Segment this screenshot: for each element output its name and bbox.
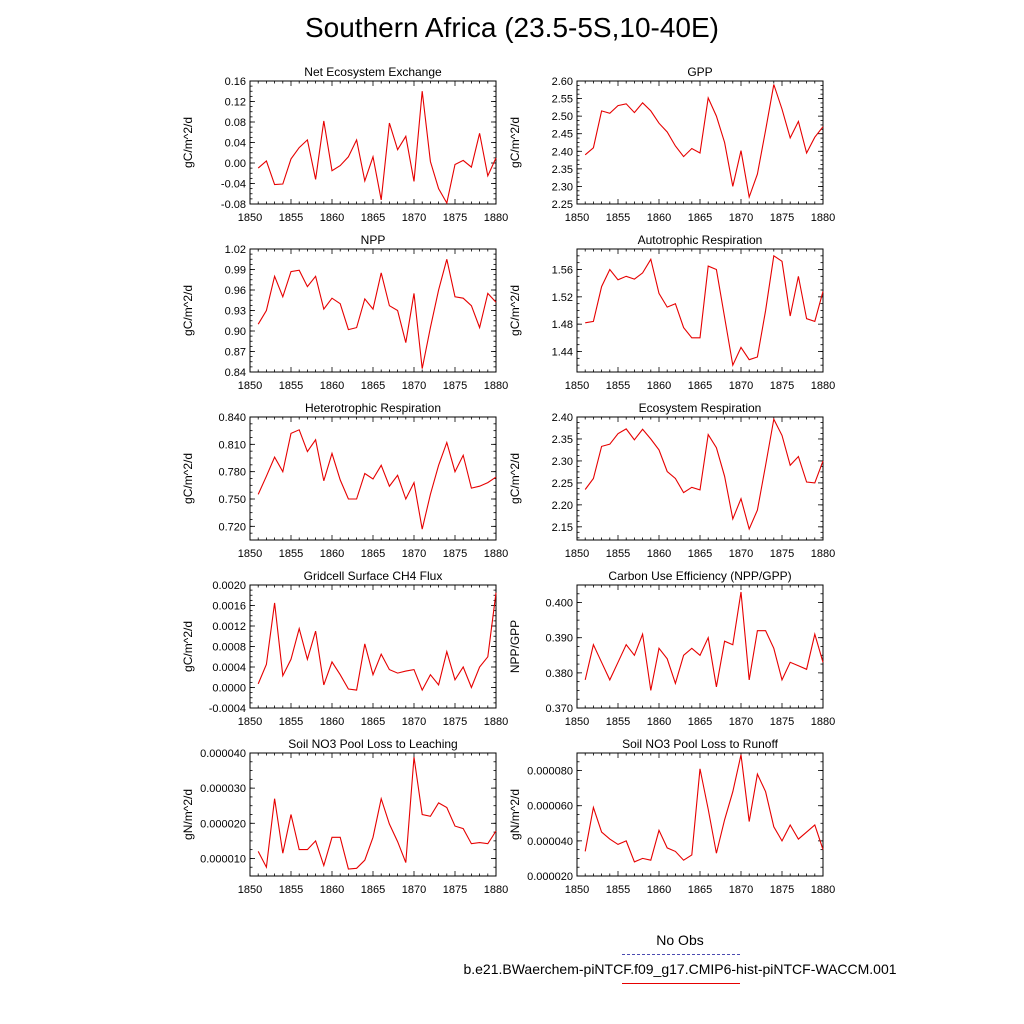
- y-tick-label: 2.35: [551, 163, 573, 176]
- x-tick-label: 1860: [646, 716, 672, 728]
- x-tick-label: 1865: [687, 716, 713, 728]
- y-tick-label: 0.90: [224, 326, 246, 338]
- x-tick-label: 1880: [483, 548, 509, 560]
- x-tick-label: 1865: [687, 884, 713, 896]
- x-tick-label: 1870: [401, 380, 427, 392]
- y-axis-label: gC/m^2/d: [508, 117, 522, 168]
- x-tick-label: 1870: [728, 548, 754, 560]
- legend-obs-label: No Obs: [656, 932, 704, 948]
- x-tick-label: 1850: [237, 716, 263, 728]
- y-axis-label: gC/m^2/d: [181, 117, 195, 168]
- y-tick-label: 2.60: [551, 76, 573, 88]
- y-axis-label: gC/m^2/d: [508, 285, 522, 336]
- y-tick-label: -0.08: [220, 199, 246, 211]
- x-tick-label: 1865: [360, 884, 386, 896]
- x-tick-label: 1850: [564, 380, 590, 392]
- x-tick-label: 1870: [401, 212, 427, 224]
- series-line: [585, 256, 823, 365]
- x-tick-label: 1880: [483, 380, 509, 392]
- chart-title: Soil NO3 Pool Loss to Runoff: [622, 737, 778, 751]
- plot-frame: [577, 585, 823, 708]
- x-tick-label: 1875: [769, 380, 795, 392]
- x-tick-label: 1860: [319, 884, 345, 896]
- x-tick-label: 1880: [483, 716, 509, 728]
- x-tick-label: 1860: [646, 884, 672, 896]
- chart-title: GPP: [687, 65, 713, 79]
- y-tick-label: 0.370: [545, 703, 573, 715]
- series-line: [585, 419, 823, 529]
- chart-title: Gridcell Surface CH4 Flux: [303, 569, 443, 583]
- y-axis-label: gC/m^2/d: [181, 453, 195, 504]
- y-tick-label: 2.25: [551, 477, 573, 490]
- plot-frame: [250, 753, 496, 876]
- chart-panel-1: [181, 65, 508, 224]
- y-tick-label: 0.000040: [527, 835, 573, 848]
- x-tick-label: 1850: [237, 884, 263, 896]
- y-tick-label: 1.02: [224, 244, 246, 256]
- series-line: [585, 755, 823, 862]
- y-tick-label: 0.12: [224, 96, 246, 109]
- x-tick-label: 1870: [401, 884, 427, 896]
- chart-panel-6: [508, 401, 835, 560]
- x-tick-label: 1865: [360, 380, 386, 392]
- chart-title: Ecosystem Respiration: [638, 401, 762, 415]
- legend-model-label: b.e21.BWaerchem-piNTCF.f09_g17.CMIP6-hist-piNTCF-WACCM.001: [463, 961, 897, 977]
- y-tick-label: 0.000040: [200, 748, 246, 760]
- x-tick-label: 1875: [769, 212, 795, 224]
- y-tick-label: 1.48: [551, 319, 573, 332]
- y-tick-label: 0.93: [224, 305, 246, 318]
- x-tick-label: 1870: [401, 548, 427, 560]
- y-axis-label: gC/m^2/d: [508, 453, 522, 504]
- chart-title: Carbon Use Efficiency (NPP/GPP): [608, 569, 792, 583]
- y-axis-label: NPP/GPP: [508, 619, 522, 674]
- x-tick-label: 1865: [687, 380, 713, 392]
- plot-frame: [250, 81, 496, 204]
- y-tick-label: 0.000010: [200, 853, 246, 866]
- y-tick-label: 0.96: [224, 285, 246, 297]
- x-tick-label: 1870: [728, 212, 754, 224]
- y-tick-label: 2.50: [551, 111, 573, 124]
- y-tick-label: 0.0000: [212, 682, 246, 695]
- plot-frame: [577, 249, 823, 372]
- x-tick-label: 1855: [278, 380, 304, 392]
- chart-panel-4: [508, 233, 835, 392]
- y-tick-label: -0.04: [220, 178, 246, 191]
- y-tick-label: 0.99: [224, 264, 246, 277]
- x-tick-label: 1850: [237, 212, 263, 224]
- series-line: [585, 85, 823, 198]
- y-tick-label: 0.16: [224, 76, 246, 88]
- x-tick-label: 1855: [605, 380, 631, 392]
- x-tick-label: 1860: [319, 212, 345, 224]
- plot-frame: [577, 417, 823, 540]
- y-tick-label: 2.35: [551, 433, 573, 446]
- y-tick-label: 2.45: [551, 128, 573, 141]
- x-tick-label: 1860: [319, 548, 345, 560]
- y-tick-label: 0.750: [218, 494, 246, 506]
- x-tick-label: 1880: [483, 212, 509, 224]
- chart-panel-9: [181, 737, 508, 896]
- plot-frame: [577, 81, 823, 204]
- y-tick-label: 0.840: [218, 412, 246, 424]
- y-tick-label: 2.40: [551, 412, 573, 424]
- x-tick-label: 1875: [769, 716, 795, 728]
- x-tick-label: 1855: [278, 212, 304, 224]
- x-tick-label: 1875: [442, 212, 468, 224]
- y-tick-label: 0.000020: [200, 818, 246, 831]
- x-tick-label: 1855: [278, 716, 304, 728]
- y-tick-label: 2.15: [551, 521, 573, 534]
- y-tick-label: 0.0012: [212, 621, 246, 633]
- x-tick-label: 1855: [278, 884, 304, 896]
- x-tick-label: 1875: [442, 380, 468, 392]
- y-tick-label: 0.08: [224, 117, 246, 129]
- legend-obs-line: [622, 954, 740, 955]
- y-tick-label: 2.20: [551, 499, 573, 512]
- y-tick-label: 0.00: [224, 158, 246, 170]
- series-line: [258, 91, 496, 203]
- y-axis-label: gC/m^2/d: [181, 621, 195, 672]
- y-tick-label: 0.0016: [212, 600, 246, 613]
- x-tick-label: 1870: [728, 716, 754, 728]
- y-tick-label: 2.55: [551, 93, 573, 106]
- x-tick-label: 1870: [728, 884, 754, 896]
- x-tick-label: 1855: [605, 212, 631, 224]
- x-tick-label: 1865: [360, 212, 386, 224]
- y-tick-label: 0.0008: [212, 641, 246, 654]
- x-tick-label: 1860: [646, 380, 672, 392]
- chart-title: Heterotrophic Respiration: [304, 401, 442, 415]
- x-tick-label: 1850: [564, 884, 590, 896]
- y-tick-label: 1.56: [551, 264, 573, 277]
- y-tick-label: 0.380: [545, 667, 573, 680]
- x-tick-label: 1880: [810, 884, 836, 896]
- chart-panel-5: [181, 401, 508, 560]
- y-tick-label: 0.000030: [200, 783, 246, 796]
- y-axis-label: gN/m^2/d: [508, 789, 522, 840]
- y-axis-label: gC/m^2/d: [181, 285, 195, 336]
- x-tick-label: 1875: [769, 884, 795, 896]
- y-tick-label: 0.87: [224, 346, 246, 359]
- y-tick-label: 0.0004: [212, 662, 246, 674]
- x-tick-label: 1875: [442, 548, 468, 560]
- series-line: [258, 757, 496, 869]
- x-tick-label: 1860: [319, 716, 345, 728]
- x-tick-label: 1875: [442, 884, 468, 896]
- x-tick-label: 1850: [237, 380, 263, 392]
- y-tick-label: 0.000060: [527, 800, 573, 813]
- x-tick-label: 1855: [605, 716, 631, 728]
- x-tick-label: 1865: [360, 716, 386, 728]
- y-tick-label: 1.44: [551, 346, 573, 359]
- y-tick-label: 2.40: [551, 146, 573, 159]
- plot-frame: [250, 249, 496, 372]
- y-tick-label: 0.0020: [212, 580, 246, 592]
- y-tick-label: -0.0004: [208, 703, 246, 715]
- x-tick-label: 1880: [483, 884, 509, 896]
- y-tick-label: 0.390: [545, 632, 573, 645]
- y-tick-label: 2.25: [551, 199, 573, 211]
- series-line: [258, 259, 496, 368]
- chart-title: Soil NO3 Pool Loss to Leaching: [288, 737, 458, 751]
- y-tick-label: 0.04: [224, 137, 246, 150]
- x-tick-label: 1880: [810, 716, 836, 728]
- x-tick-label: 1870: [401, 716, 427, 728]
- x-tick-label: 1870: [728, 380, 754, 392]
- y-tick-label: 0.84: [224, 367, 246, 379]
- x-tick-label: 1855: [278, 548, 304, 560]
- legend-model-line: [622, 983, 740, 984]
- chart-panel-3: [181, 233, 508, 392]
- chart-panel-8: [508, 569, 835, 728]
- chart-panel-10: [508, 737, 835, 896]
- x-tick-label: 1860: [319, 380, 345, 392]
- series-line: [258, 593, 496, 690]
- x-tick-label: 1880: [810, 380, 836, 392]
- x-tick-label: 1880: [810, 548, 836, 560]
- chart-title: NPP: [360, 233, 386, 247]
- y-tick-label: 2.30: [551, 455, 573, 468]
- page-title: Southern Africa (23.5-5S,10-40E): [304, 12, 719, 43]
- chart-title: Autotrophic Respiration: [637, 233, 763, 247]
- y-axis-label: gN/m^2/d: [181, 789, 195, 840]
- y-tick-label: 0.720: [218, 521, 246, 534]
- x-tick-label: 1865: [687, 548, 713, 560]
- x-tick-label: 1850: [564, 212, 590, 224]
- y-tick-label: 0.000080: [527, 765, 573, 778]
- y-tick-label: 0.780: [218, 466, 246, 479]
- x-tick-label: 1875: [442, 716, 468, 728]
- y-tick-label: 0.000020: [527, 871, 573, 883]
- x-tick-label: 1850: [237, 548, 263, 560]
- series-line: [585, 592, 823, 690]
- x-tick-label: 1875: [769, 548, 795, 560]
- chart-panel-2: [508, 65, 835, 224]
- x-tick-label: 1855: [605, 548, 631, 560]
- x-tick-label: 1850: [564, 548, 590, 560]
- x-tick-label: 1860: [646, 548, 672, 560]
- x-tick-label: 1860: [646, 212, 672, 224]
- y-tick-label: 2.30: [551, 181, 573, 194]
- y-tick-label: 1.52: [551, 291, 573, 304]
- y-tick-label: 0.400: [545, 597, 573, 610]
- y-tick-label: 0.810: [218, 439, 246, 452]
- chart-title: Net Ecosystem Exchange: [304, 65, 442, 79]
- x-tick-label: 1850: [564, 716, 590, 728]
- x-tick-label: 1865: [360, 548, 386, 560]
- series-line: [258, 430, 496, 529]
- x-tick-label: 1855: [605, 884, 631, 896]
- plot-frame: [250, 585, 496, 708]
- chart-panel-7: [181, 569, 508, 728]
- x-tick-label: 1880: [810, 212, 836, 224]
- x-tick-label: 1865: [687, 212, 713, 224]
